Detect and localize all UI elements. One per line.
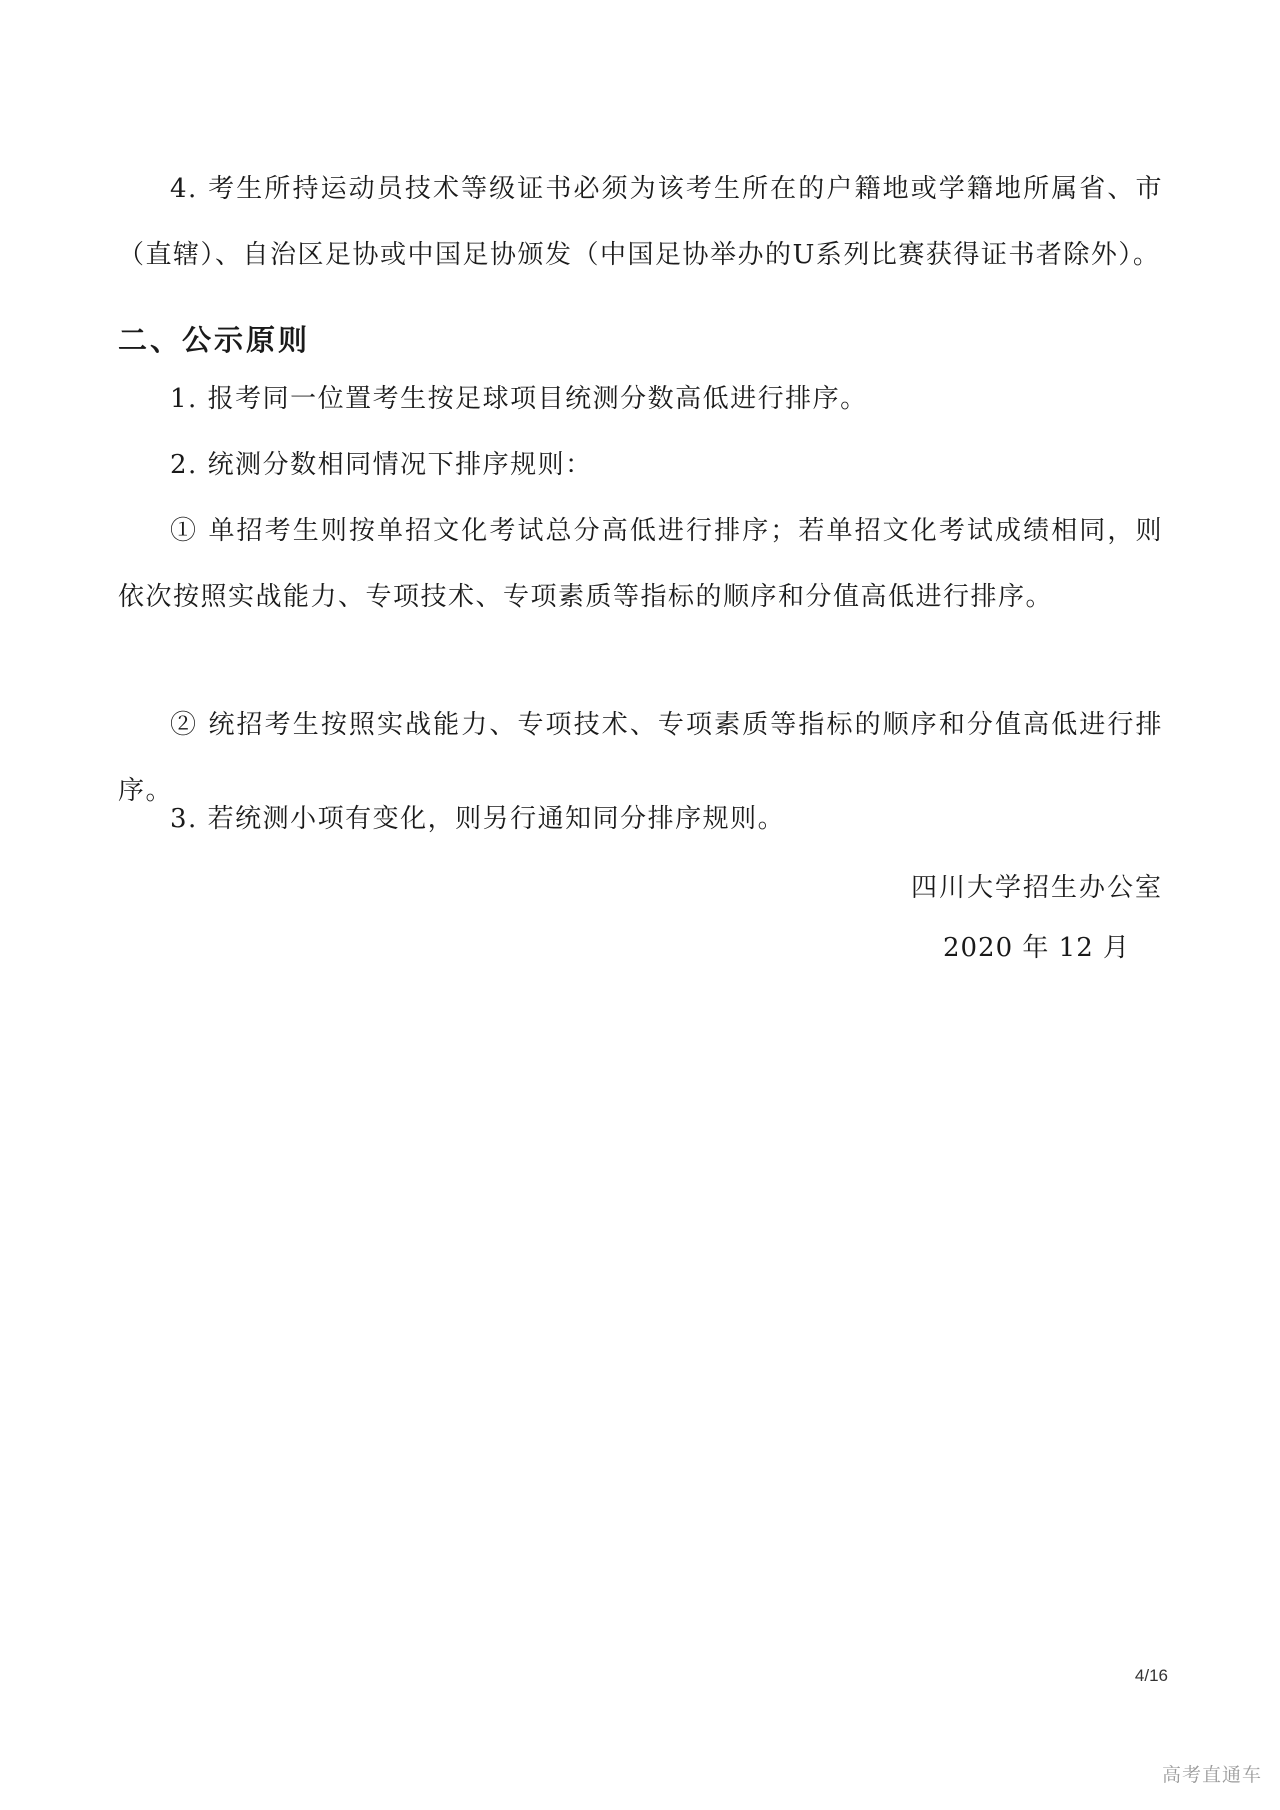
issuer-signature: 四川大学招生办公室 bbox=[910, 873, 1163, 903]
rule-2-paragraph: 2. 统测分数相同情况下排序规则： bbox=[170, 450, 593, 480]
issue-date: 2020 年 12 月 bbox=[942, 933, 1130, 963]
rule-2b-paragraph: ② 统招考生按照实战能力、专项技术、专项素质等指标的顺序和分值高低进行排序。 bbox=[118, 710, 1163, 806]
rule-2a-paragraph: ① 单招考生则按单招文化考试总分高低进行排序；若单招文化考试成绩相同，则依次按照实战能力、专项技术、专项素质等指标的顺序和分值高低进行排序。 bbox=[118, 516, 1163, 612]
section-heading-publicity-principles: 二、公示原则 bbox=[118, 323, 311, 357]
item-4-paragraph: 4. 考生所持运动员技术等级证书必须为该考生所在的户籍地或学籍地所属省、市（直辖）、自治区足协或中国足协颁发（中国足协举办的U系列比赛获得证书者除外）。 bbox=[118, 174, 1163, 270]
watermark-text: 高考直通车 bbox=[1161, 1764, 1262, 1786]
rule-1-paragraph: 1. 报考同一位置考生按足球项目统测分数高低进行排序。 bbox=[170, 384, 868, 414]
rule-3-paragraph: 3. 若统测小项有变化，则另行通知同分排序规则。 bbox=[170, 804, 786, 834]
page-number: 4/16 bbox=[1134, 1666, 1168, 1685]
